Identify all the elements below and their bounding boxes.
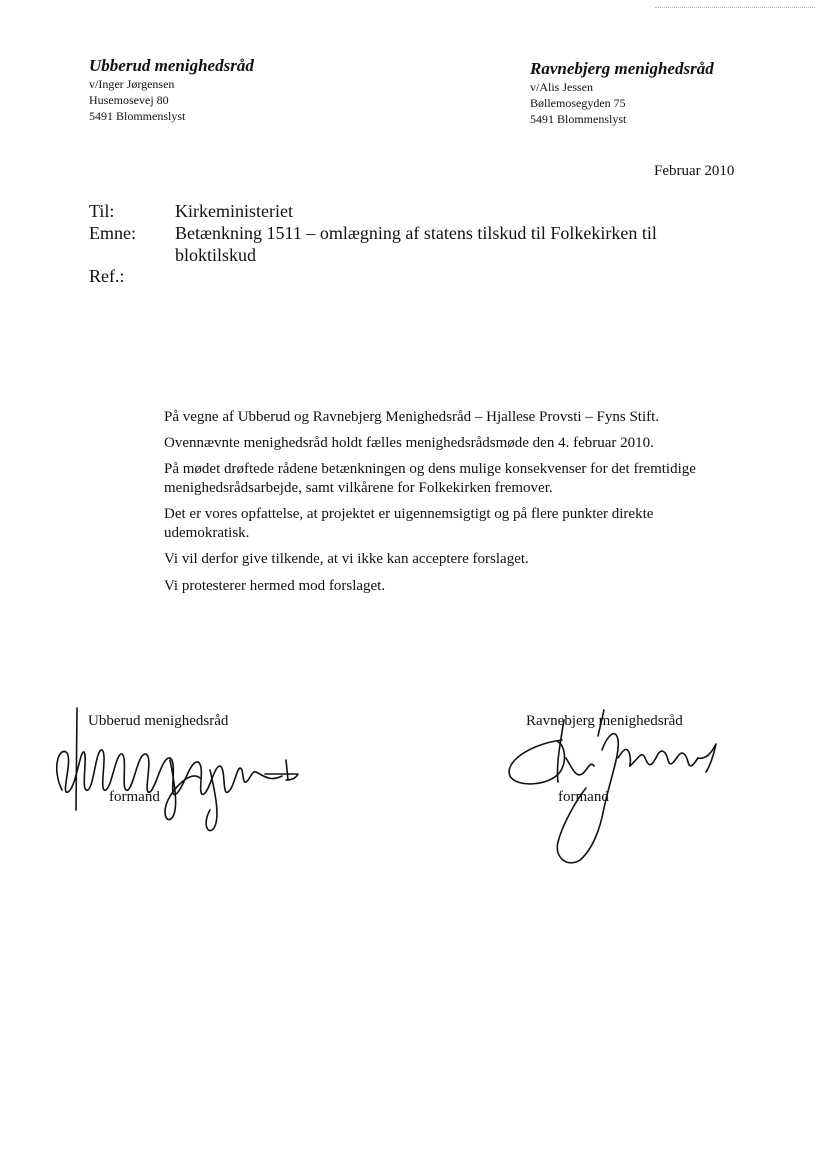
scan-edge-line [655,7,815,8]
sender-right-attn: v/Alis Jessen [530,80,593,94]
sender-right-street: Bøllemosegyden 75 [530,96,626,110]
body-paragraph: På vegne af Ubberud og Ravnebjerg Menighedsråd – Hjallese Provsti – Fyns Stift. [164,409,660,425]
ref-label: Ref.: [89,266,125,286]
signature-right-role: formand [558,789,609,805]
sender-left [89,56,254,124]
signature-right-org: Ravnebjerg menighedsråd [526,713,683,729]
sender-left-city: 5491 Blommenslyst [89,109,186,123]
to-value: Kirkeministeriet [175,201,293,221]
sender-left-attn: v/Inger Jørgensen [89,77,175,91]
sender-left-name: Ubberud menighedsråd [89,56,254,75]
signature-right-handwriting [500,700,730,865]
subject-label: Emne: [89,223,136,243]
body-paragraph: På mødet drøftede rådene betænkningen og dens mulige konsekvenser for det fremtidige menighedsrådsarbejde, samt vilkårene for Folkekirken fremover. [164,461,696,496]
subject-line-1: Betænkning 1511 – omlægning af statens tilskud til Folkekirken til [175,223,657,243]
letter-date: Februar 2010 [654,163,735,179]
sender-right [530,59,714,127]
body-paragraph: Det er vores opfattelse, at projektet er uigennemsigtigt og på flere punkter direkte udemokratisk. [164,506,654,541]
subject-line-2: bloktilskud [175,245,257,265]
sender-right-name: Ravnebjerg menighedsråd [530,59,714,78]
sender-left-street: Husemosevej 80 [89,93,169,107]
to-label: Til: [89,201,115,221]
sender-right-city: 5491 Blommenslyst [530,112,627,126]
signature-left-role: formand [109,789,160,805]
body-paragraph: Vi vil derfor give tilkende, at vi ikke kan acceptere forslaget. [164,551,529,567]
body-paragraph: Ovennævnte menighedsråd holdt fælles menighedsrådsmøde den 4. februar 2010. [164,435,654,451]
body-paragraph: Vi protesterer hermed mod forslaget. [164,578,386,594]
signature-left-org: Ubberud menighedsråd [88,713,229,729]
signature-left-handwriting [50,700,310,840]
